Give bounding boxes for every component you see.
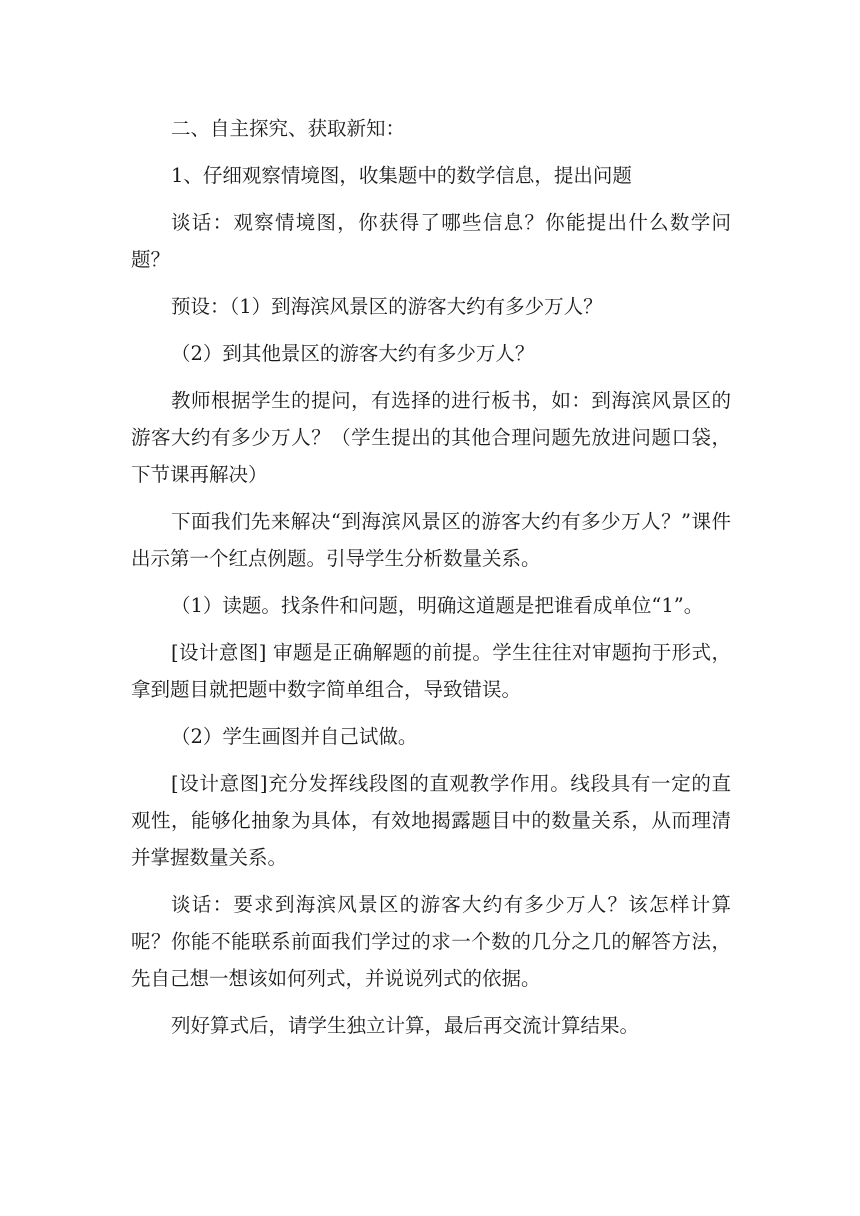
paragraph: 谈话：观察情境图，你获得了哪些信息？你能提出什么数学问题？	[131, 211, 731, 271]
paragraph: （2）到其他景区的游客大约有多少万人？	[171, 342, 535, 365]
paragraph: 下面我们先来解决“到海滨风景区的游客大约有多少万人？”课件出示第一个红点例题。引导学生分析数量关系。	[131, 510, 731, 570]
paragraph: （2）学生画图并自己试做。	[171, 725, 418, 748]
paragraph: 列好算式后，请学生独立计算，最后再交流计算结果。	[171, 1014, 640, 1037]
step-heading: 1、仔细观察情境图，收集题中的数学信息，提出问题	[171, 164, 632, 187]
section-heading: 二、自主探究、获取新知：	[171, 117, 406, 140]
design-intent-note: [设计意图]充分发挥线段图的直观教学作用。线段具有一定的直观性，能够化抽象为具体，有效地揭露题目中的数量关系，从而理清并掌握数量关系。	[131, 772, 731, 869]
paragraph: （1）读题。找条件和问题，明确这道题是把谁看成单位“1”。	[171, 594, 704, 617]
paragraph: 预设：（1）到海滨风景区的游客大约有多少万人？	[171, 295, 603, 318]
paragraph: 谈话：要求到海滨风景区的游客大约有多少万人？该怎样计算呢？你能不能联系前面我们学过的求一个数的几分之几的解答方法，先自己想一想该如何列式，并说说列式的依据。	[131, 893, 731, 990]
design-intent-note: [设计意图] 审题是正确解题的前提。学生往往对审题拘于形式，拿到题目就把题中数字简单组合，导致错误。	[131, 641, 731, 701]
paragraph: 教师根据学生的提问，有选择的进行板书，如：到海滨风景区的游客大约有多少万人？（学生提出的其他合理问题先放进问题口袋，下节课再解决）	[131, 389, 731, 486]
document-body	[131, 110, 731, 1044]
